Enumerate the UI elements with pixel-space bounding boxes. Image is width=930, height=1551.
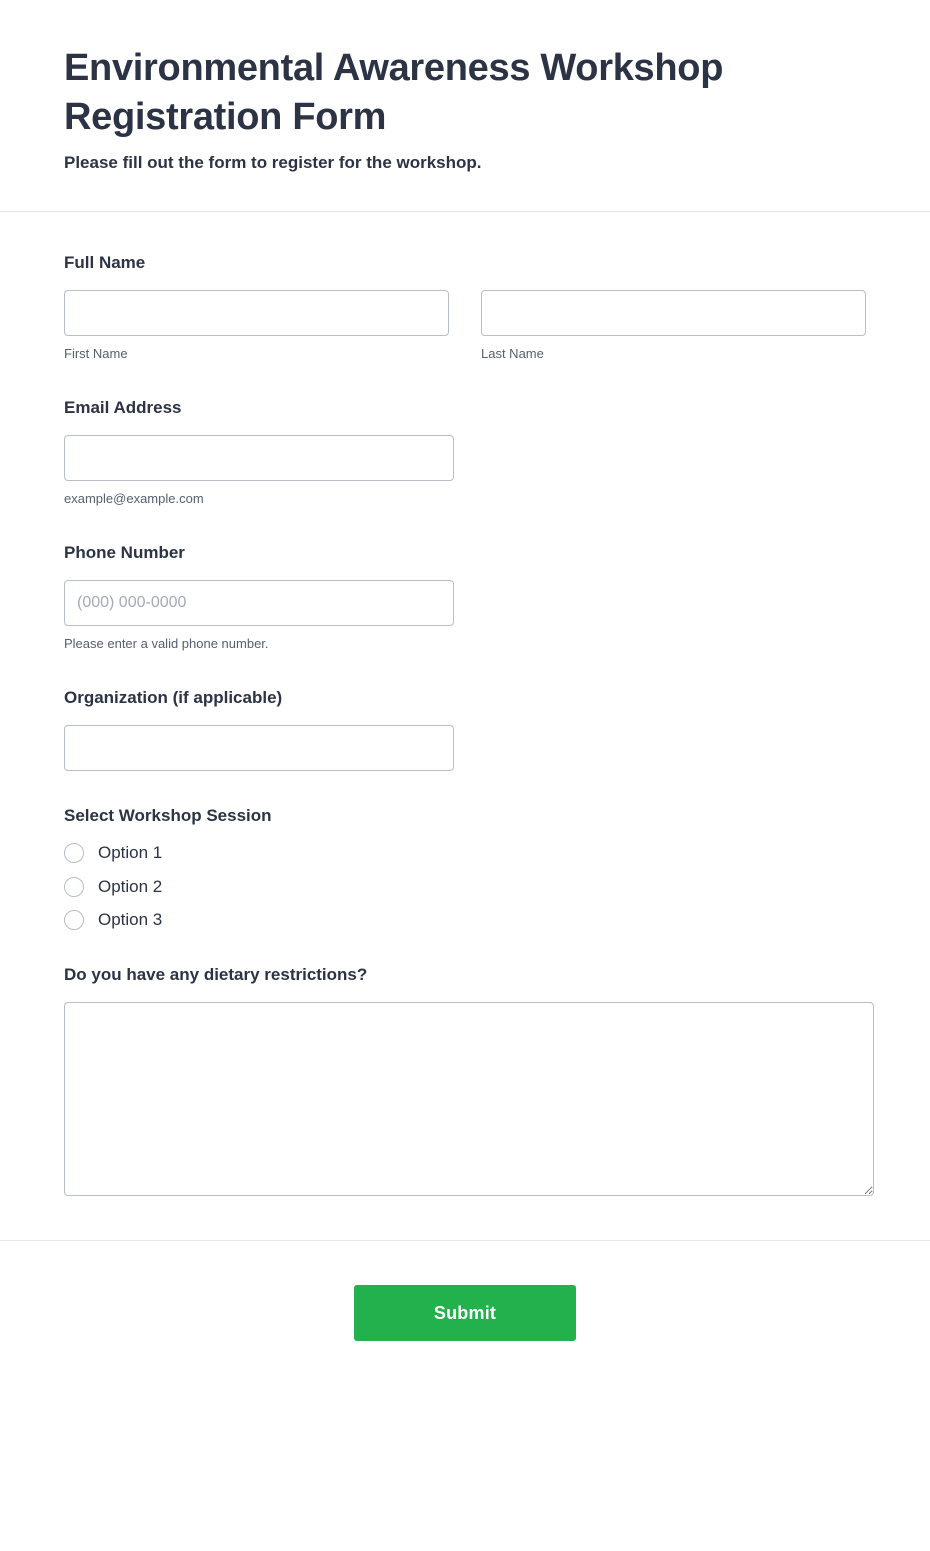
field-organization	[64, 687, 866, 771]
form-header	[0, 0, 930, 212]
radio-option-1[interactable]	[64, 843, 866, 863]
last-name-input[interactable]	[481, 290, 866, 336]
last-name-group	[481, 290, 866, 363]
field-workshop-session	[64, 805, 866, 930]
field-email	[64, 397, 866, 508]
email-input[interactable]	[64, 435, 454, 481]
phone-input[interactable]	[64, 580, 454, 626]
page-title: Environmental Awareness Workshop Registration Form	[64, 47, 724, 138]
organization-group	[64, 725, 454, 771]
workshop-session-label: Select Workshop Session	[64, 806, 272, 826]
phone-label: Phone Number	[64, 543, 185, 563]
radio-option-3[interactable]	[64, 910, 866, 930]
form-subtitle: Please fill out the form to register for the workshop.	[64, 153, 482, 173]
organization-input[interactable]	[64, 725, 454, 771]
form-body	[0, 212, 930, 1240]
radio-option-2[interactable]	[64, 877, 866, 897]
form-footer	[0, 1240, 930, 1401]
phone-sublabel: Please enter a valid phone number.	[64, 636, 269, 652]
field-dietary-restrictions	[64, 964, 866, 1196]
full-name-row	[64, 290, 866, 363]
radio-circle-icon[interactable]	[64, 877, 84, 897]
phone-group	[64, 580, 454, 653]
field-full-name	[64, 252, 866, 363]
email-group	[64, 435, 454, 508]
workshop-session-options	[64, 843, 866, 930]
email-label: Email Address	[64, 398, 182, 418]
radio-option-1-label: Option 1	[98, 843, 163, 863]
first-name-sublabel: First Name	[64, 346, 128, 362]
email-sublabel: example@example.com	[64, 491, 204, 507]
dietary-restrictions-textarea[interactable]	[64, 1002, 874, 1196]
first-name-group	[64, 290, 449, 363]
dietary-restrictions-label: Do you have any dietary restrictions?	[64, 965, 368, 985]
radio-circle-icon[interactable]	[64, 843, 84, 863]
first-name-input[interactable]	[64, 290, 449, 336]
radio-option-3-label: Option 3	[98, 909, 163, 929]
organization-label: Organization (if applicable)	[64, 688, 283, 707]
field-phone	[64, 542, 866, 653]
last-name-sublabel: Last Name	[481, 346, 544, 362]
radio-circle-icon[interactable]	[64, 910, 84, 930]
radio-option-2-label: Option 2	[98, 876, 163, 896]
submit-button[interactable]: Submit	[354, 1285, 576, 1341]
full-name-label: Full Name	[64, 253, 146, 273]
